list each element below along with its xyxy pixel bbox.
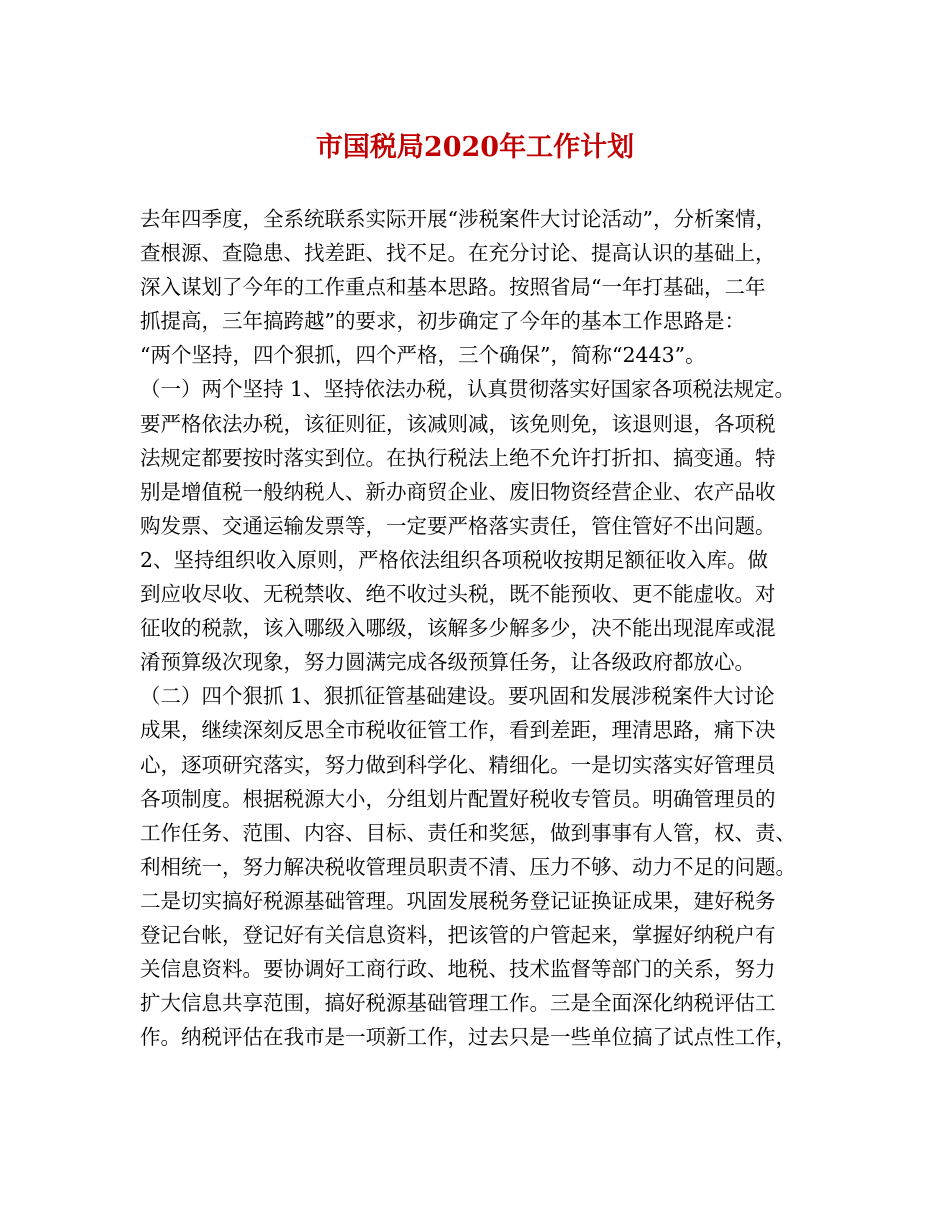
body-line: 扩大信息共享范围，搞好税源基础管理工作。三是全面深化纳税评估工 <box>140 991 776 1016</box>
body-line: （二）四个狠抓 1、狠抓征管基础建设。要巩固和发展涉税案件大讨论 <box>140 684 775 709</box>
body-line: 2、坚持组织收入原则，严格依法组织各项税收按期足额征收入库。做 <box>140 547 769 572</box>
body-line: “两个坚持，四个狠抓，四个严格，三个确保”，简称“2443”。 <box>140 343 706 368</box>
body-line: 登记台帐，登记好有关信息资料，把该管的户管起来，掌握好纳税户有 <box>140 922 776 947</box>
body-line: 去年四季度，全系统联系实际开展“涉税案件大讨论活动”，分析案情， <box>140 207 776 231</box>
body-line: 心，逐项研究落实，努力做到科学化、精细化。一是切实落实好管理员 <box>140 752 776 777</box>
document-body <box>140 202 830 1054</box>
body-line: 关信息资料。要协调好工商行政、地税、技术监督等部门的关系，努力 <box>140 957 776 982</box>
body-line: 成果，继续深刻反思全市税收征管工作，看到差距，理清思路，痛下决 <box>140 718 776 743</box>
body-line: 征收的税款，该入哪级入哪级，该解多少解多少，决不能出现混库或混 <box>140 616 776 641</box>
body-line: 法规定都要按时落实到位。在执行税法上绝不允许打折扣、搞变通。特 <box>140 445 776 470</box>
body-line: 各项制度。根据税源大小，分组划片配置好税收专管员。明确管理员的 <box>140 786 776 811</box>
body-line: 淆预算级次现象，努力圆满完成各级预算任务，让各级政府都放心。 <box>140 650 755 675</box>
body-line: 要严格依法办税，该征则征，该减则减，该免则免，该退则退，各项税 <box>140 411 776 436</box>
body-line: 利相统一，努力解决税收管理员职责不清、压力不够、动力不足的问题。 <box>140 854 796 879</box>
body-line: 别是增值税一般纳税人、新办商贸企业、废旧物资经营企业、农产品收 <box>140 479 776 504</box>
body-line: 查根源、查隐患、找差距、找不足。在充分讨论、提高认识的基础上， <box>140 241 776 266</box>
body-line: 二是切实搞好税源基础管理。巩固发展税务登记证换证成果，建好税务 <box>140 888 776 913</box>
body-line: 到应收尽收、无税禁收、绝不收过头税，既不能预收、更不能虚收。对 <box>140 582 776 607</box>
body-line: 工作任务、范围、内容、目标、责任和奖惩，做到事事有人管，权、责、 <box>140 820 796 845</box>
body-line: 抓提高，三年搞跨越”的要求，初步确定了今年的基本工作思路是： <box>140 309 745 334</box>
body-line: 购发票、交通运输发票等，一定要严格落实责任，管住管好不出问题。 <box>140 513 776 538</box>
document-title: 市国税局2020年工作计划 <box>315 132 635 163</box>
body-line: （一）两个坚持 1、坚持依法办税，认真贯彻落实好国家各项税法规定。 <box>140 377 796 402</box>
body-line: 作。纳税评估在我市是一项新工作，过去只是一些单位搞了试点性工作， <box>140 1025 796 1050</box>
body-line: 深入谋划了今年的工作重点和基本思路。按照省局“一年打基础，二年 <box>140 275 766 300</box>
